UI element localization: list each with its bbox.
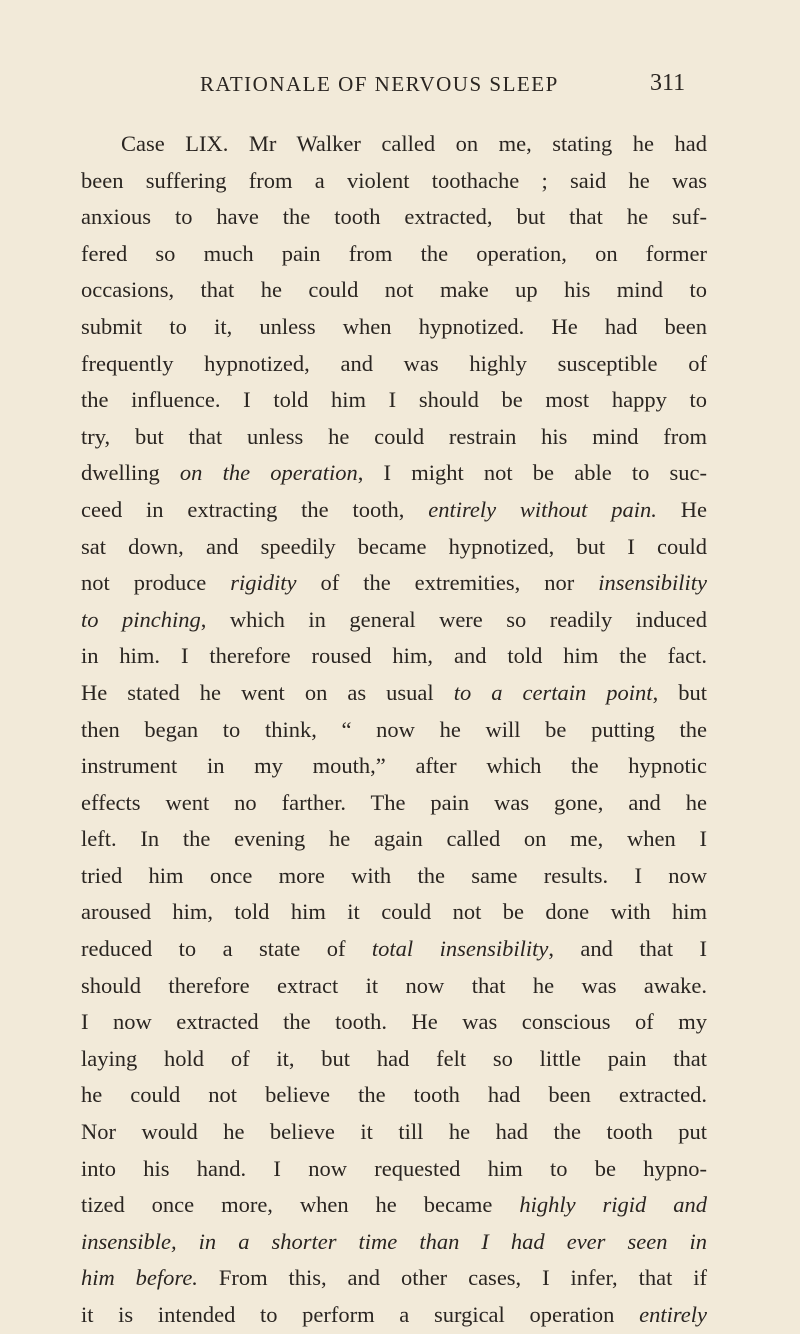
text-line bbox=[81, 1041, 707, 1078]
italic-text: him before. bbox=[81, 1265, 198, 1291]
text-run: into his hand. I now requested him to be hypno- bbox=[81, 1155, 707, 1181]
text-run: in him. I therefore roused him, and told him the fact. bbox=[81, 643, 707, 669]
italic-text: insensibility bbox=[598, 570, 707, 596]
italic-text: entirely without pain. bbox=[428, 496, 657, 522]
text-line bbox=[81, 931, 707, 968]
text-line bbox=[81, 236, 707, 273]
text-line bbox=[81, 419, 707, 456]
running-title: RATIONALE OF NERVOUS SLEEP bbox=[200, 72, 559, 96]
text-line bbox=[81, 638, 707, 675]
text-line bbox=[81, 748, 707, 785]
text-run: try, but that unless he could restrain his mind from bbox=[81, 423, 707, 449]
text-line bbox=[81, 675, 707, 712]
text-run: it is intended to perform a surgical operation bbox=[81, 1302, 640, 1327]
text-run: submit to it, unless when hypnotized. He had been bbox=[81, 313, 707, 339]
text-run: frequently hypnotized, and was highly susceptible of bbox=[81, 350, 707, 376]
italic-text: total insensibility bbox=[371, 936, 549, 962]
text-line bbox=[81, 382, 707, 419]
text-run: occasions, that he could not make up his mind to bbox=[81, 277, 707, 303]
text-line bbox=[81, 1114, 707, 1151]
text-run: fered so much pain from the operation, on former bbox=[81, 240, 707, 266]
text-run: , I might not be able to suc- bbox=[357, 460, 708, 486]
page-number: 311 bbox=[650, 70, 686, 96]
text-line bbox=[81, 1077, 707, 1114]
text-line bbox=[81, 602, 707, 639]
body-paragraph bbox=[81, 126, 707, 1334]
text-run: not produce bbox=[81, 570, 231, 596]
text-line bbox=[81, 1004, 707, 1041]
text-run: left. In the evening he again called on me, when I bbox=[81, 826, 707, 852]
italic-text: entirely bbox=[639, 1302, 707, 1327]
text-line bbox=[81, 163, 707, 200]
text-run: tized once more, when he became bbox=[81, 1192, 520, 1218]
text-run: been suffering from a violent toothache ; said he was bbox=[81, 167, 707, 193]
text-run: then began to think, “ now he will be putting the bbox=[81, 716, 707, 742]
text-run: should therefore extract it now that he was awake. bbox=[81, 972, 707, 998]
text-line bbox=[81, 1260, 707, 1297]
text-line bbox=[81, 455, 707, 492]
text-line bbox=[81, 309, 707, 346]
text-run: the influence. I told him I should be most happy to bbox=[81, 387, 707, 413]
text-run: I now extracted the tooth. He was conscious of my bbox=[81, 1009, 707, 1035]
text-run: Case LIX. Mr Walker called on me, stating he had bbox=[121, 131, 707, 156]
text-line bbox=[81, 1187, 707, 1224]
text-run: ceed in extracting the tooth, bbox=[81, 496, 429, 522]
text-line bbox=[81, 126, 707, 163]
text-run: dwelling bbox=[81, 460, 180, 486]
italic-text: insensible, in a shorter time than I had ever seen in bbox=[81, 1228, 707, 1254]
text-line bbox=[81, 492, 707, 529]
text-line bbox=[81, 1151, 707, 1188]
text-line bbox=[81, 529, 707, 566]
text-run: From this, and other cases, I infer, that if bbox=[197, 1265, 707, 1291]
text-line bbox=[81, 821, 707, 858]
text-run: , and that I bbox=[548, 936, 708, 962]
text-run: reduced to a state of bbox=[81, 936, 372, 962]
text-run: tried him once more with the same results. I now bbox=[81, 862, 707, 888]
text-run: Nor would he believe it till he had the tooth put bbox=[81, 1119, 707, 1145]
text-run: laying hold of it, but had felt so little pain that bbox=[81, 1045, 707, 1071]
italic-text: to a certain point bbox=[453, 679, 653, 705]
text-line bbox=[81, 968, 707, 1005]
text-line bbox=[81, 858, 707, 895]
italic-text: highly rigid and bbox=[519, 1192, 708, 1218]
text-run: of the extremities, nor bbox=[296, 570, 599, 596]
text-run: instrument in my mouth,” after which the hypnotic bbox=[81, 753, 707, 779]
text-line bbox=[81, 346, 707, 383]
text-run: anxious to have the tooth extracted, but that he suf- bbox=[81, 204, 707, 230]
italic-text: on the operation bbox=[179, 460, 358, 486]
text-line bbox=[81, 272, 707, 309]
text-run: , but bbox=[652, 679, 707, 705]
text-line bbox=[81, 565, 707, 602]
text-run: he could not believe the tooth had been extracted. bbox=[81, 1082, 707, 1108]
text-run: He stated he went on as usual bbox=[81, 679, 454, 705]
italic-text: rigidity bbox=[230, 570, 297, 596]
text-line bbox=[81, 894, 707, 931]
text-line bbox=[81, 712, 707, 749]
text-line bbox=[81, 199, 707, 236]
text-run: sat down, and speedily became hypnotized, but I could bbox=[81, 533, 707, 559]
italic-text: to pinching bbox=[81, 606, 201, 632]
text-line bbox=[81, 1297, 707, 1334]
text-line bbox=[81, 785, 707, 822]
text-run: effects went no farther. The pain was gone, and he bbox=[81, 789, 707, 815]
text-run: , which in general were so readily induced bbox=[200, 606, 707, 632]
text-run: He bbox=[656, 496, 707, 522]
text-line bbox=[81, 1224, 707, 1261]
text-run: aroused him, told him it could not be done with him bbox=[81, 899, 707, 925]
